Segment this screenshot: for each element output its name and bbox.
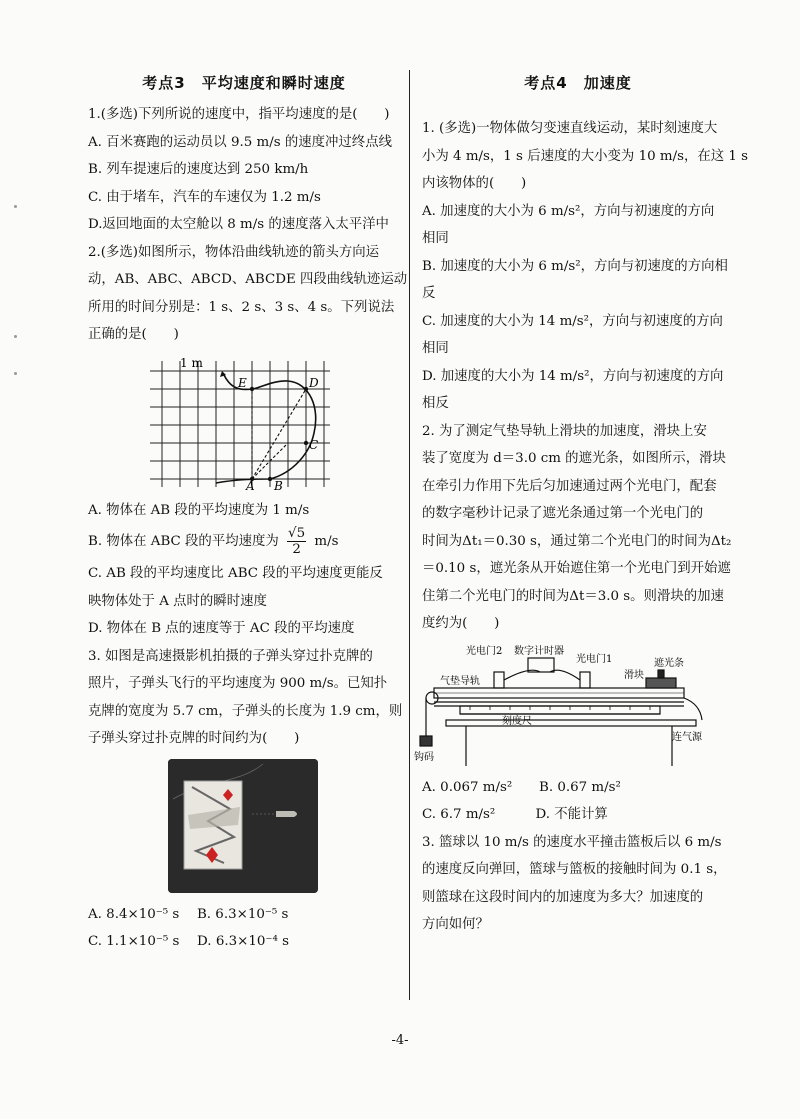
r-q1-option-b-line-2: 反 [422,286,436,301]
grid-scale-label: 1 m [180,355,203,370]
r-q2-stem-line-7: 住第二个光电门的时间为Δt＝3.0 s。则滑块的加速 [422,588,724,604]
point-e-label: E [238,375,247,390]
r-q3-stem-line-1: 3. 篮球以 10 m/s 的速度水平撞击篮板后以 6 m/s [422,834,722,850]
q2-stem-line-4: 正确的是( ) [88,327,179,342]
photogate-1-label: 光电门1 [576,653,613,665]
light-strip-label: 遮光条 [654,657,684,669]
r-q2-stem-line-6: ＝0.10 s，遮光条从开始遮住第一个光电门到开始遮 [422,561,731,576]
r-q2-stem-line-2: 装了宽度为 d＝3.0 cm 的遮光条，如图所示，滑块 [422,451,726,466]
column-divider [409,70,410,1000]
air-track-apparatus-figure [410,644,722,770]
q2-option-b-text: B. 物体在 ABC 段的平均速度为 [88,534,279,549]
section-title-3: 考点3 平均速度和瞬时速度 [142,74,346,92]
q2-stem-line-2: 动，AB、ABC、ABCD、ABCDE 四段曲线轨迹运动 [88,272,408,287]
point-c-label: C [309,437,319,452]
r-q2-options-c-d: C. 6.7 m/s² D. 不能计算 [422,807,608,822]
q1-option-a: A. 百米赛跑的运动员以 9.5 m/s 的速度冲过终点线 [88,134,392,150]
q2-option-b [88,524,400,560]
r-q1-option-d-line-2: 相反 [422,396,449,411]
scan-mark [14,335,17,338]
q2-option-d: D. 物体在 B 点的速度等于 AC 段的平均速度 [88,621,355,636]
digital-timer-label: 数字计时器 [514,645,564,657]
r-q1-option-a-line-2: 相同 [422,231,449,246]
q1-option-c: C. 由于堵车，汽车的车速仅为 1.2 m/s [88,189,321,205]
r-q3-stem-line-4: 方向如何？ [422,917,489,932]
page-number: -4- [391,1033,409,1048]
r-q2-stem-line-3: 在牵引力作用下先后匀加速通过两个光电门，配套 [422,478,717,494]
photogate-2-label: 光电门2 [466,645,503,657]
q2-stem-line-3: 所用的时间分别是：1 s、2 s、3 s、4 s。下列说法 [88,299,395,315]
point-b-label: B [274,478,283,493]
hook-weight-label: 钩码 [414,751,434,763]
fraction-numerator: √5 [288,526,306,541]
q1-option-d: D.返回地面的太空舱以 8 m/s 的速度落入太平洋中 [88,217,389,232]
q3-options-c-d: C. 1.1×10⁻⁵ s D. 6.3×10⁻⁴ s [88,934,289,949]
q2-option-b-fraction [287,526,306,557]
r-q2-options-a-b: A. 0.067 m/s² B. 0.67 m/s² [422,779,621,795]
r-q2-stem-line-4: 的数字毫秒计记录了遮光条通过第一个光电门的 [422,506,704,521]
bullet-through-card-photo [168,759,318,893]
r-q2-stem-line-1: 2. 为了测定气垫导轨上滑块的加速度，滑块上安 [422,423,707,439]
q3-stem-line-3: 克牌的宽度为 5.7 cm，子弹头的长度为 1.9 cm，则 [88,703,403,719]
right-column [414,72,749,939]
q2-option-c-line-2: 映物体处于 A 点时的瞬时速度 [88,593,267,609]
q1-stem: 1.(多选)下列所说的速度中，指平均速度的是( ) [88,107,390,122]
q2-option-a: A. 物体在 AB 段的平均速度为 1 m/s [88,502,310,518]
air-source-label: 连气源 [672,731,702,743]
q3-stem-line-2: 照片，子弹头飞行的平均速度为 900 m/s。已知扑 [88,676,388,691]
q3-options-a-b: A. 8.4×10⁻⁵ s B. 6.3×10⁻⁵ s [88,906,289,922]
r-q1-stem-line-2: 小为 4 m/s，1 s 后速度的大小变为 10 m/s，在这 1 s [422,148,749,164]
r-q1-option-c-line-1: C. 加速度的大小为 14 m/s²，方向与初速度的方向 [422,313,723,329]
q2-stem-line-1: 2.(多选)如图所示，物体沿曲线轨迹的箭头方向运 [88,244,380,260]
air-track-label: 气垫导轨 [440,675,480,687]
q1-option-b: B. 列车提速后的速度达到 250 km/h [88,162,309,177]
trajectory-grid-figure [88,353,400,495]
scan-mark [14,205,17,208]
r-q1-option-d-line-1: D. 加速度的大小为 14 m/s²，方向与初速度的方向 [422,368,724,384]
slider-label: 滑块 [624,669,644,681]
section-title-4: 考点4 加速度 [524,74,632,92]
photo-illustration [168,759,318,893]
q2-option-b-unit: m/s [314,534,339,549]
r-q3-stem-line-3: 则篮球在这段时间内的加速度为多大？加速度的 [422,889,704,905]
left-column [88,72,408,956]
fraction-denominator: 2 [292,542,301,557]
point-d-label: D [309,375,319,390]
r-q3-stem-line-2: 的速度反向弹回，篮球与篮板的接触时间为 0.1 s， [422,862,727,877]
r-q1-stem-line-1: 1. (多选)一物体做匀变速直线运动，某时刻速度大 [422,121,718,136]
r-q2-stem-line-8: 度约为( ) [422,616,500,631]
q3-stem-line-4: 子弹头穿过扑克牌的时间约为( ) [88,731,300,746]
r-q1-option-a-line-1: A. 加速度的大小为 6 m/s²，方向与初速度的方向 [422,203,715,219]
q2-option-c-line-1: C. AB 段的平均速度比 ABC 段的平均速度更能反 [88,566,383,581]
r-q2-stem-line-5: 时间为Δt₁＝0.30 s，通过第二个光电门的时间为Δt₂ [422,533,732,549]
r-q1-stem-line-3: 内该物体的( ) [422,176,527,191]
scan-mark [14,372,17,375]
point-a-label: A [246,478,255,493]
r-q1-option-c-line-2: 相同 [422,341,449,356]
q3-stem-line-1: 3. 如图是高速摄影机拍摄的子弹头穿过扑克牌的 [88,648,373,664]
ruler-label: 刻度尺 [502,715,532,727]
r-q1-option-b-line-1: B. 加速度的大小为 6 m/s²，方向与初速度的方向相 [422,258,728,274]
